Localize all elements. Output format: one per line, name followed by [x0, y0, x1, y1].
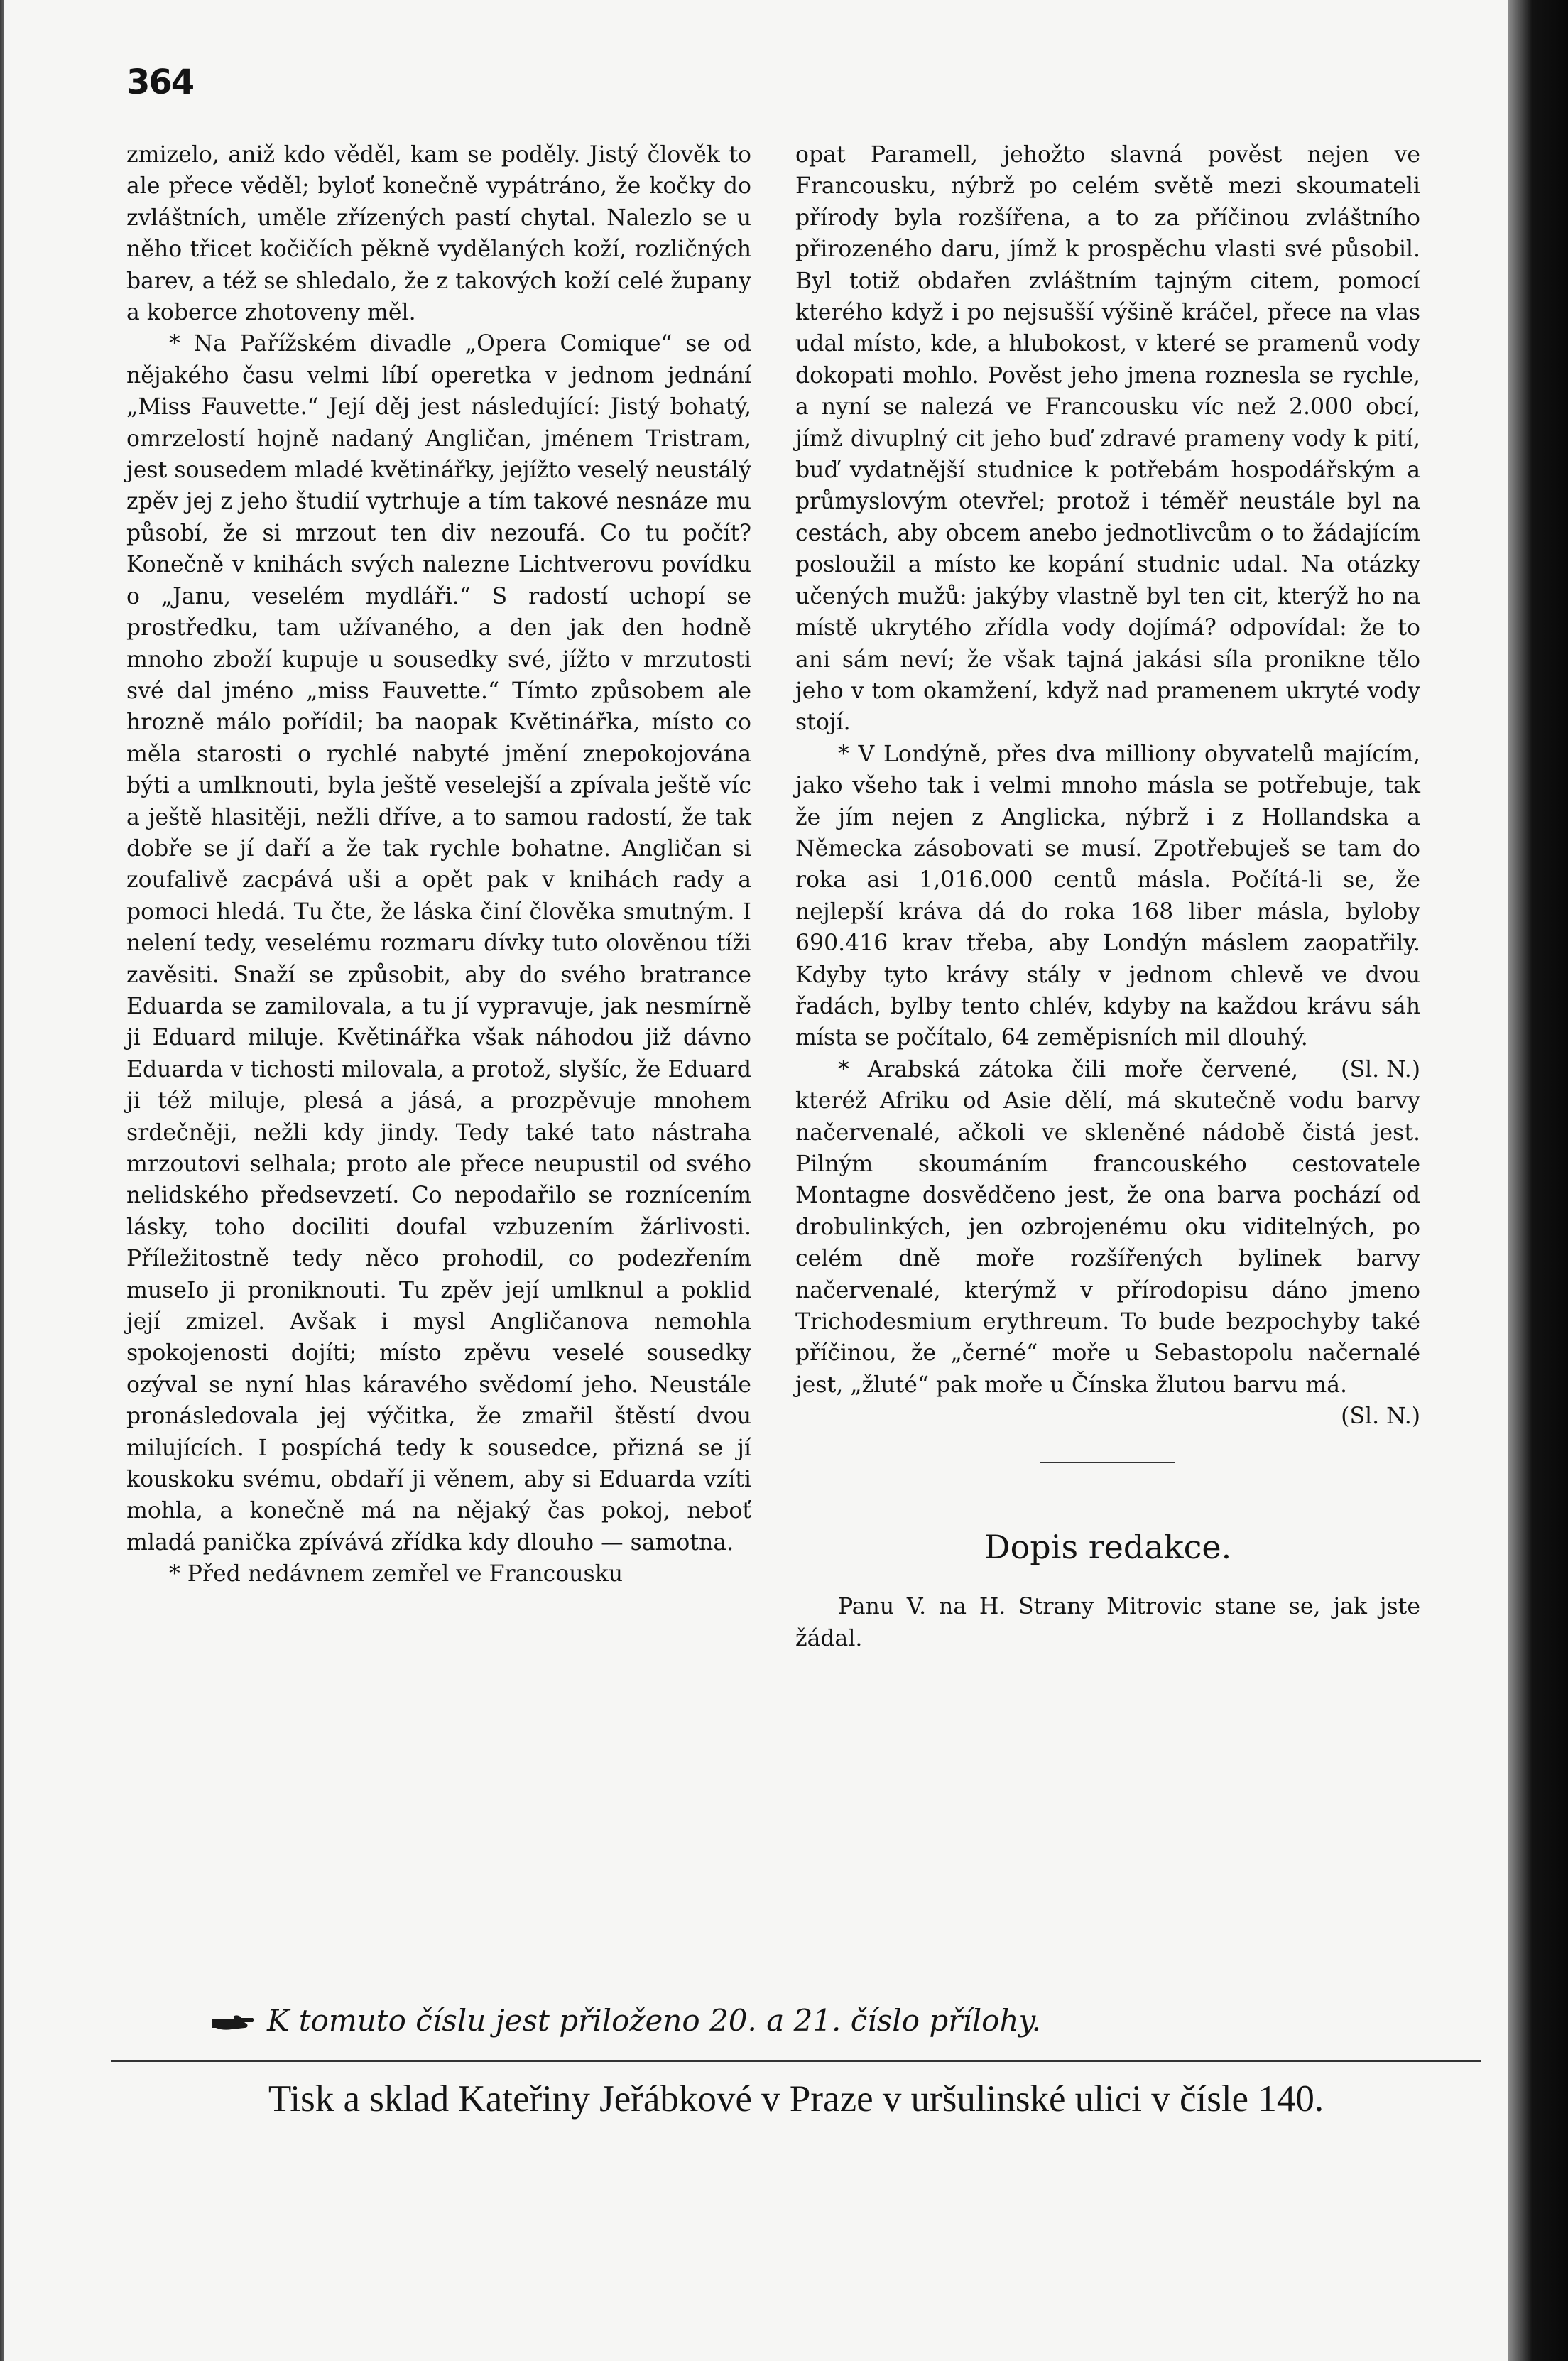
article-cat-thief-end: zmizelo, aniž kdo věděl, kam se poděly. Jistý člověk to ale přece věděl; byloť konečně vypátráno, že kočky do zvláštních, uměle zřízených pastí chytal. Nalezlo se u něho třicet kočičích pěkně vydělaných koží, rozličných barev, a též se shledalo, že z takových koží celé župany a koberce zhotoveny měl. — [126, 142, 751, 326]
article-london-butter-text: * V Londýně, přes dva milliony obyvatelů majícím, jako všeho tak i velmi mnoho másla se potřebuje, tak že jím nejen z Anglicka, nýbrž i z Hollandska a Německa zásobovati se musí. Zpotřebuješ se tam do roka asi 1,016.000 centů másla. Počítá-li se, že nejlepší kráva dá do roka 168 liber másla, byloby 690.416 krav třeba, aby Londýn máslem zaopatřily. Kdyby tyto krávy stály v jednom chlevě ve dvou řadách, bylby tento chlév, kdyby na každou krávu sáh místa se počítalo, 64 zeměpisních mil dlouhý. — [795, 741, 1420, 1051]
printer-imprint: Tisk a sklad Kateřiny Jeřábkové v Praze v uršulinské ulici v čísle 140. — [268, 2078, 1324, 2120]
page-number: 364 — [126, 63, 194, 102]
source-signature: (Sl. N.) — [1341, 1056, 1420, 1082]
left-column — [126, 139, 751, 1590]
editorial-reply: Panu V. na H. Strany Mitrovic stane se, jak jste žádal. — [795, 1594, 1420, 1651]
section-divider — [1040, 1462, 1175, 1463]
article-red-sea — [795, 1054, 1420, 1430]
supplement-notice — [210, 2003, 1204, 2041]
article-red-sea-text: * Arabská zátoka čili moře červené, kteréž Afriku od Asie dělí, má skutečně vodu barvy načervenalé, ačkoli ve skleněné nádobě čistá jest. Pilným skoumáním francouského cestovatele Montagne dosvědčeno jest, že ona barva pochází od drobulinkých, jen ozbrojenému oku viditelných, po celém dně moře rozšířených bylinek barvy načervenalé, kterýmž v přírodopisu dáno jmeno Trichodesmium erythreum. To bude bezpochyby také příčinou, že „černé“ moře u Sebastopolu načernalé jest, „žluté“ pak moře u Čínska žlutou barvu má. — [795, 1056, 1420, 1398]
scan-edge-right — [1508, 0, 1568, 2361]
pointing-hand-icon — [210, 2006, 256, 2041]
article-paramell-end: opat Paramell, jehožto slavná pověst nejen ve Francousku, nýbrž po celém světě mezi skoumateli přírody byla rozšířena, a to za příčinou zvláštního přirozeného daru, jímž k prospěchu vlasti své působil. Byl totiž obdařen zvláštním tajným citem, pomocí kterého když i po nejsušší výšině kráčel, přece na vlas udal místo, kde, a hlubokost, v které se pramenů vody dokopati mohlo. Pověst jeho jmena roznesla se rychle, a nyní se nalezá ve Francousku víc než 2.000 obcí, jímž divuplný cit jeho buď zdravé prameny vody k pití, buď vydatnější studnice k potřebám hospodářským a průmyslovým otevřel; protož i téměř neustále byl na cestách, aby obcem anebo jednotlivcům o to žádajícím posloužil a místo ke kopání studnic udal. Na otázky učených mužů: jakýby vlastně byl ten cit, kterýž ho na místě ukrytého zřídla vody dojímá? odpovídal: že to ani sám neví; že však tajná jakási síla pronikne tělo jeho v tom okamžení, když nad pramenem ukryté vody stojí. — [795, 142, 1420, 736]
newspaper-page — [4, 0, 1508, 2361]
section-title: Dopis redakce. — [984, 1528, 1232, 1567]
source-signature: (Sl. N.) — [1341, 1404, 1420, 1430]
article-paramell-start: * Před nedávnem zemřel ve Francousku — [169, 1561, 624, 1587]
supplement-notice-text: K tomuto číslu jest přiloženo 20. a 21. číslo přílohy. — [267, 2003, 1041, 2038]
article-miss-fauvette: * Na Pařížském divadle „Opera Comique“ se od nějakého času velmi líbí operetka v jednom jednání „Miss Fauvette.“ Její děj jest následující: Jistý bohatý, omrzelostí hojně nadaný Angličan, jménem Tristram, jest sousedem mladé květinářky, jejížto veselý neustálý zpěv jej z jeho študií vytrhuje a tím takové nesnáze mu působí, že si mrzout ten div nezoufá. Co tu počít? Konečně v knihách svých nalezne Lichtverovu povídku o „Janu, veselém mydláři.“ S radostí uchopí se prostředku, tam užívaného, a den jak den hodně mnoho zboží kupuje u sousedky své, jížto v mrzutosti své dal jméno „miss Fauvette.“ Tímto způsobem ale hrozně málo pořídil; ba naopak Květinářka, místo co měla starosti o rychlé nabyté jmění znepokojována býti a umlknouti, byla ještě veselejší a zpívala ještě víc a ještě hlasitěji, nežli dříve, a to samou radostí, že tak dobře se jí daří a že tak rychle bohatne. Angličan si zoufalivě zacpává uši a opět pak v knihách rady a pomoci hledá. Tu čte, že láska činí člověka smutným. I nelení tedy, veselému rozmaru dívky tuto olověnou tíži zavěsiti. Snaží se způsobit, aby do svého bratrance Eduarda se zamilovala, a tu jí vypravuje, jak nesmírně ji Eduard miluje. Květinářka však náhodou již dávno Eduarda v tichosti milovala, a protož, slyšíc, že Eduard ji též miluje, plesá a jásá, a prozpěvuje mnohem srdečněji, nežli kdy jindy. Tedy také tato nástraha mrzoutovi selhala; proto ale přece neupustil od svého nelidského předsevzetí. Co nepodařilo se roznícením lásky, toho dociliti doufal vzbuzením žárlivosti. Příležitostně tedy něco prohodil, co podezřením museIo ji proniknouti. Tu zpěv její umlknul a poklid její zmizel. Avšak i mysl Angličanova nemohla spokojenosti dojíti; místo zpěvu veselé sousedky ozýval se nyní hlas káravého svědomí jeho. Neustále pronásledovala jej výčitka, že zmařil štěstí dvou milujících. I pospíchá tedy k sousedce, přizná se jí kouskoku svému, obdaří ji věnem, aby si Eduarda vzíti mohla, a konečně má na nějaký čas pokoj, neboť mladá panička zpívává zřídka kdy dlouho — samotna. — [126, 331, 751, 1556]
right-column — [795, 139, 1420, 1654]
footer-rule — [111, 2060, 1481, 2062]
article-london-butter — [795, 739, 1420, 1082]
